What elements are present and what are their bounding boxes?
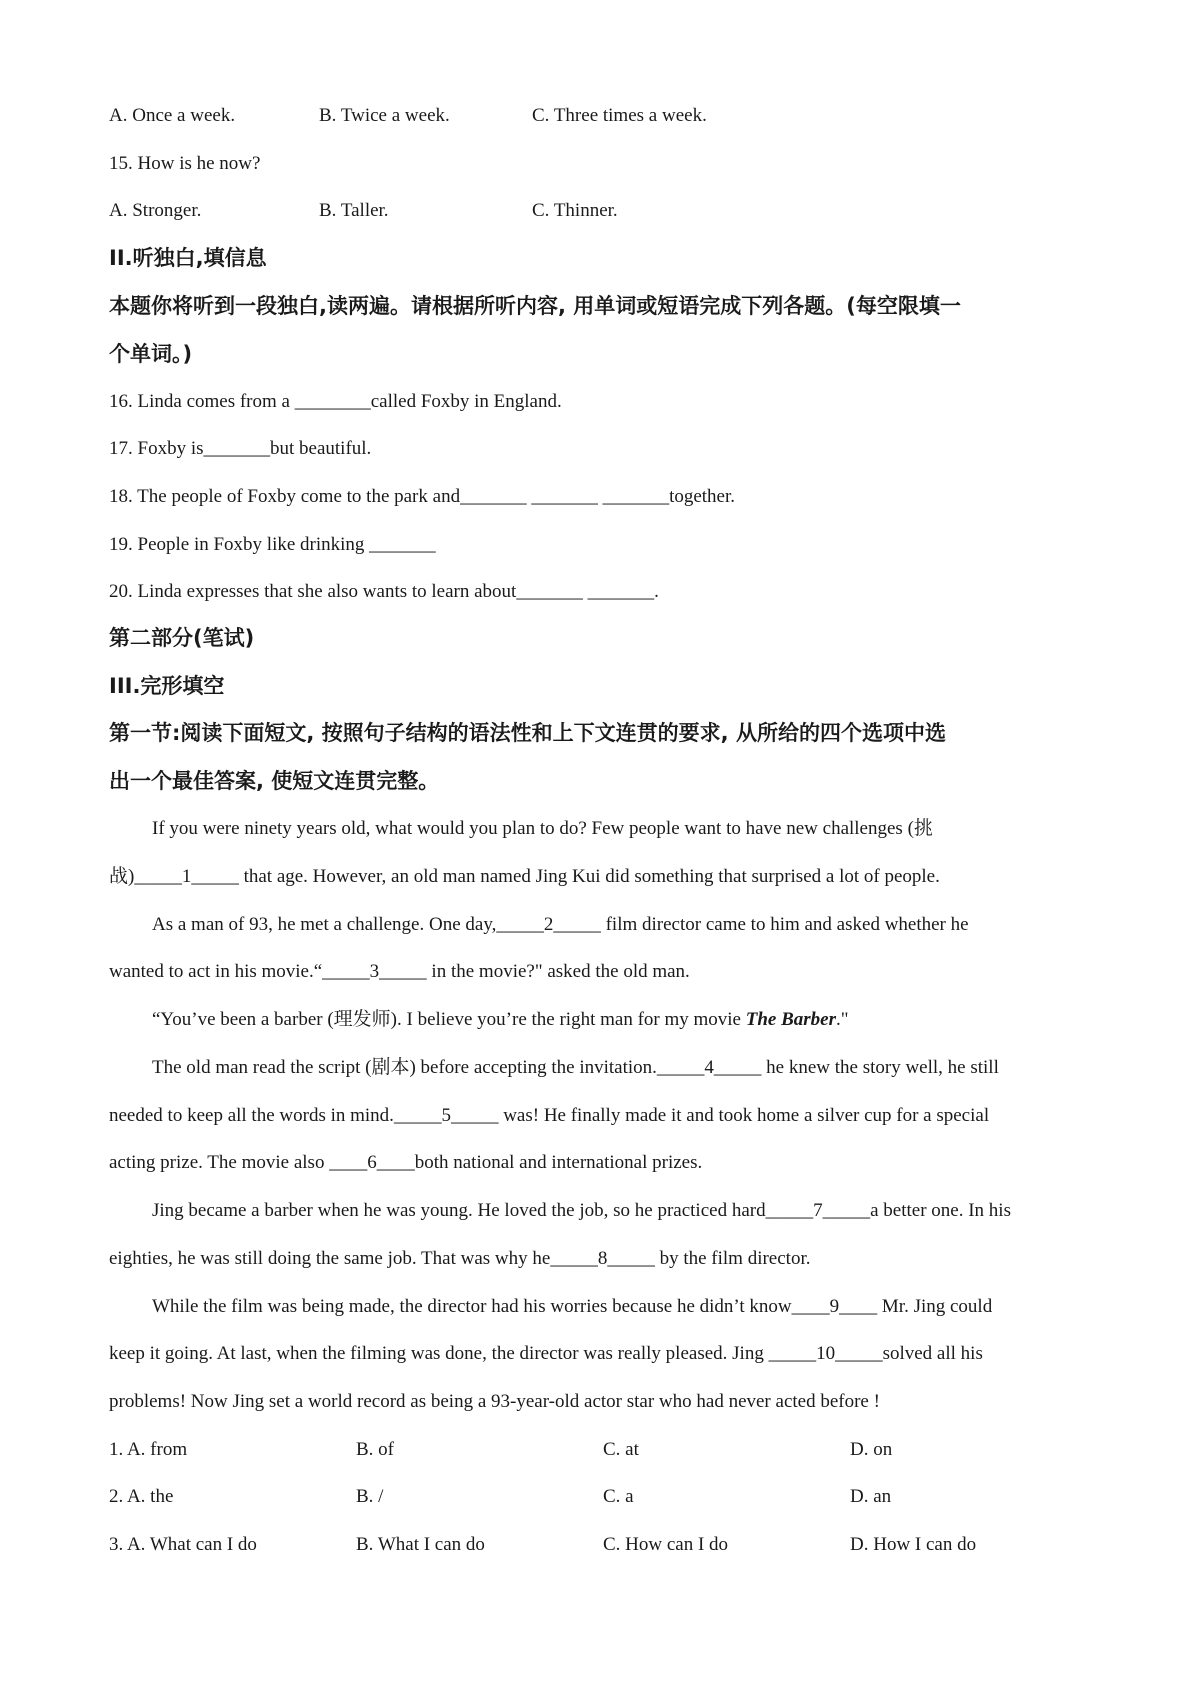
passage-text: While the film was being made, the director had his worries because he didn’t know: [152, 1296, 792, 1317]
passage-text: needed to keep all the words in mind.: [109, 1105, 394, 1126]
passage-text: that age. However, an old man named Jing Kui did something that surprised a lot of people.: [238, 866, 940, 887]
passage-line: [109, 1340, 1100, 1368]
passage-line: [152, 1197, 1100, 1225]
option-a: 2. A. the: [109, 1486, 174, 1507]
option-b: B. /: [356, 1486, 384, 1507]
movie-title: The Barber: [745, 1009, 836, 1030]
option-a: A. Stronger.: [109, 200, 202, 221]
option-b: B. What I can do: [356, 1534, 485, 1555]
section2-instruction-line2: 个单词。): [109, 342, 193, 366]
question-19: 19. People in Foxby like drinking _______: [109, 534, 436, 555]
option-d: D. How I can do: [850, 1534, 977, 1555]
blank-9: ____9____: [791, 1296, 878, 1317]
option-b: B. of: [356, 1439, 394, 1460]
passage-text: was! He finally made it and took home a silver cup for a special: [498, 1105, 990, 1126]
blank-10: _____10_____: [768, 1343, 883, 1364]
section2-heading: II.听独白,填信息: [109, 246, 267, 270]
option-c: C. How can I do: [603, 1534, 729, 1555]
section3-heading: III.完形填空: [109, 674, 225, 698]
blank-6: ____6____: [329, 1152, 415, 1173]
option-d: D. an: [850, 1486, 892, 1507]
option-c: C. Thinner.: [532, 200, 618, 221]
blank-3: _____3_____: [322, 961, 427, 982]
passage-text: The old man read the script (剧本) before accepting the invitation.: [152, 1057, 657, 1078]
option-a: 3. A. What can I do: [109, 1534, 257, 1555]
question-17: 17. Foxby is_______but beautiful.: [109, 438, 372, 459]
section3-instruction-line1: 第一节:阅读下面短文, 按照句子结构的语法性和上下文连贯的要求, 从所给的四个选项中选: [109, 721, 946, 745]
passage-text: “You’ve been a barber (理发师). I believe you’re the right man for my movie: [152, 1009, 746, 1030]
blank-5: _____5_____: [393, 1105, 499, 1126]
part2-heading: 第二部分(笔试): [109, 626, 255, 650]
section2-instruction-line1: 本题你将听到一段独白,读两遍。请根据所听内容, 用单词或短语完成下列各题。(每空限填一: [109, 294, 961, 318]
passage-text: a better one. In his: [870, 1200, 1011, 1221]
passage-text: keep it going. At last, when the filming was done, the director was really pleased. Jing: [109, 1343, 769, 1364]
blank-4: _____4_____: [656, 1057, 762, 1078]
blank-2: _____2_____: [496, 914, 601, 935]
option-b: B. Twice a week.: [319, 105, 450, 126]
section3-instruction-line2: 出一个最佳答案, 使短文连贯完整。: [109, 769, 440, 793]
passage-text: film director came to him and asked whether he: [600, 914, 969, 935]
passage-text: eighties, he was still doing the same job. That was why he: [109, 1248, 551, 1269]
option-a: A. Once a week.: [109, 105, 236, 126]
passage-line: [109, 1245, 1100, 1273]
passage-line: [109, 863, 1100, 891]
passage-line: [152, 1054, 1100, 1082]
option-b: B. Taller.: [319, 200, 389, 221]
passage-text: As a man of 93, he met a challenge. One day,: [152, 914, 497, 935]
question-16: 16. Linda comes from a ________called Foxby in England.: [109, 391, 562, 412]
passage-text: 战): [109, 866, 135, 887]
passage-text: Mr. Jing could: [877, 1296, 993, 1317]
option-c: C. at: [603, 1439, 639, 1460]
passage-line: If you were ninety years old, what would you plan to do? Few people want to have new challenges (挑: [152, 818, 933, 839]
passage-text: he knew the story well, he still: [761, 1057, 999, 1078]
question-20: 20. Linda expresses that she also wants to learn about_______ _______.: [109, 581, 659, 602]
option-c: C. Three times a week.: [532, 105, 707, 126]
passage-line: [109, 1102, 1100, 1130]
blank-7: _____7_____: [765, 1200, 871, 1221]
passage-line: [152, 1293, 1100, 1321]
passage-line: [152, 1006, 1100, 1034]
passage-line: [152, 911, 1100, 939]
passage-line: problems! Now Jing set a world record as being a 93-year-old actor star who had never acted before !: [109, 1391, 880, 1412]
passage-text: in the movie?" asked the old man.: [426, 961, 690, 982]
passage-text: .": [836, 1009, 849, 1030]
option-c: C. a: [603, 1486, 634, 1507]
question-18: 18. The people of Foxby come to the park and_______ _______ _______together.: [109, 486, 736, 507]
passage-line: [109, 958, 1100, 986]
passage-text: solved all his: [882, 1343, 983, 1364]
passage-text: by the film director.: [654, 1248, 811, 1269]
passage-text: Jing became a barber when he was young. He loved the job, so he practiced hard: [152, 1200, 766, 1221]
passage-text: wanted to act in his movie.“: [109, 961, 323, 982]
passage-line: [109, 1149, 1100, 1177]
option-d: D. on: [850, 1439, 893, 1460]
blank-8: _____8_____: [550, 1248, 655, 1269]
option-a: 1. A. from: [109, 1439, 188, 1460]
q15-question: 15. How is he now?: [109, 153, 261, 174]
passage-text: both national and international prizes.: [414, 1152, 703, 1173]
blank-1: _____1_____: [134, 866, 239, 887]
passage-text: acting prize. The movie also: [109, 1152, 330, 1173]
